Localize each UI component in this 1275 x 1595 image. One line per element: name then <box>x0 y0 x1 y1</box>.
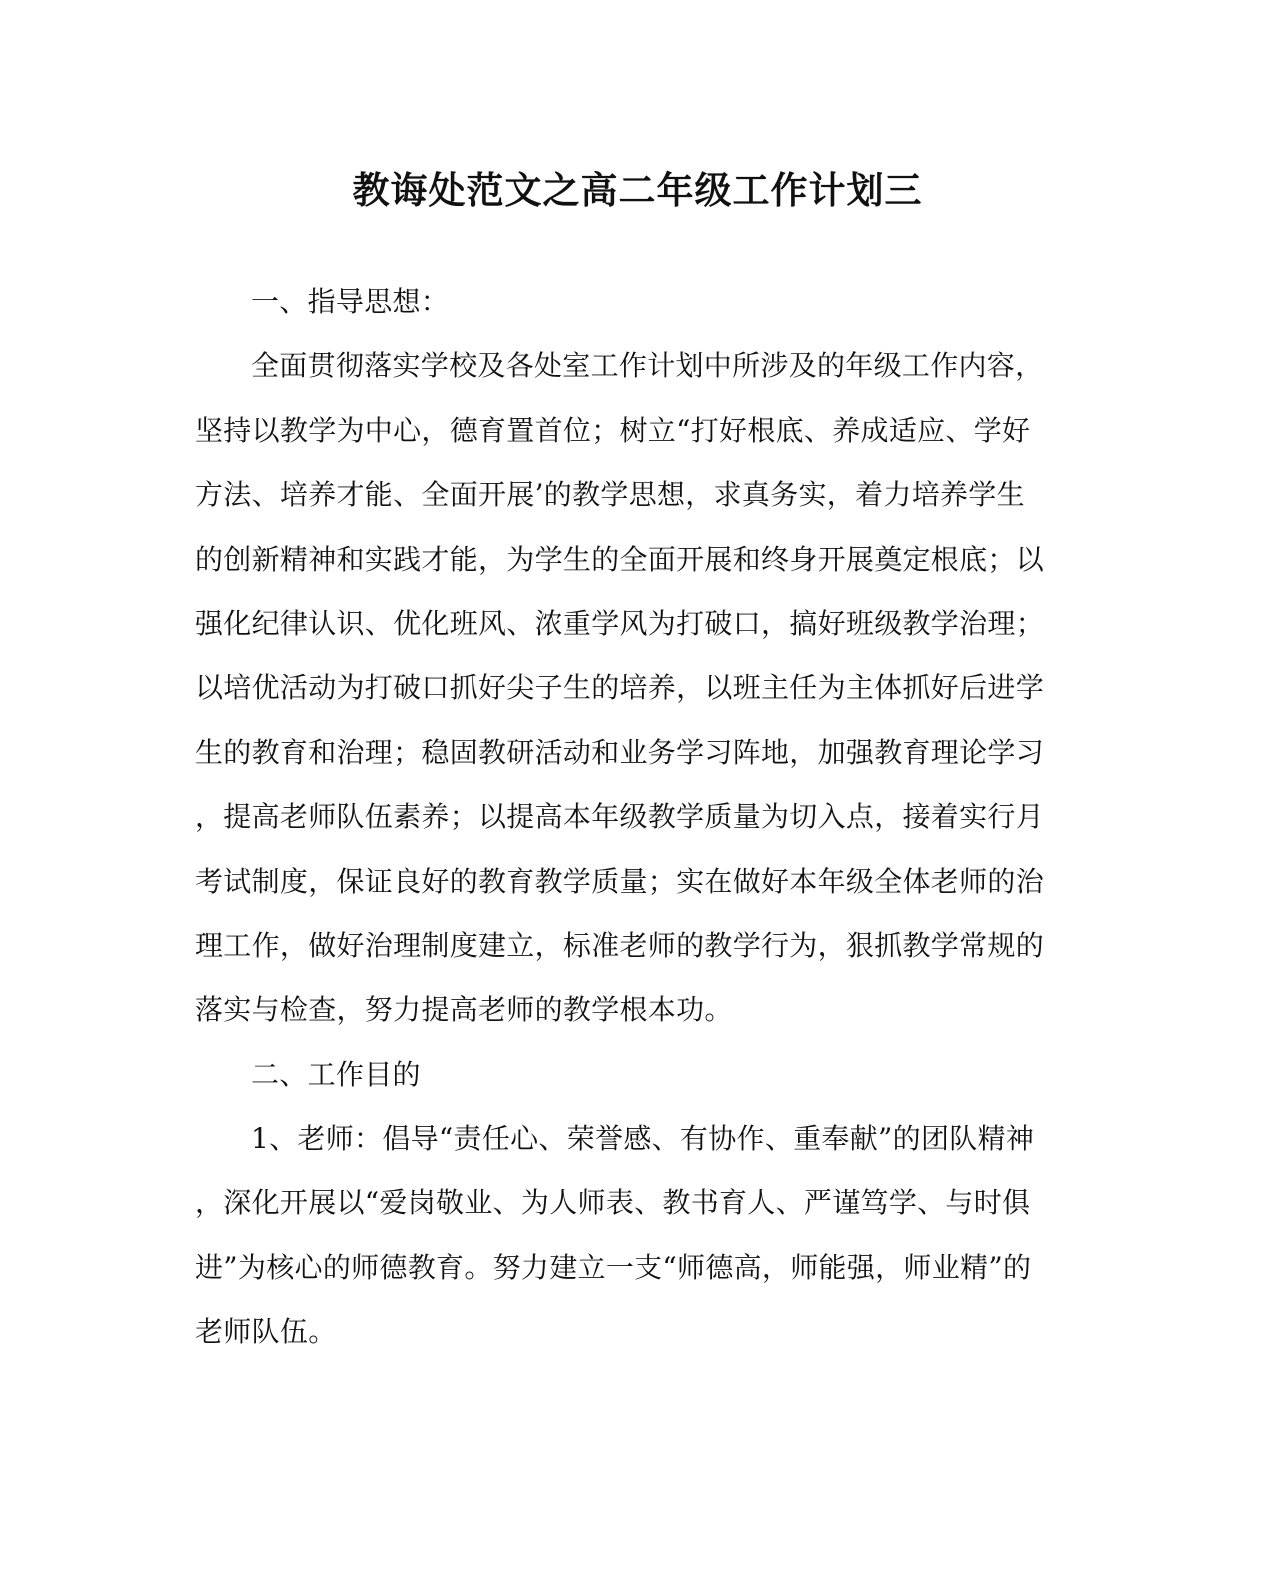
paragraph-line: 全面贯彻落实学校及各处室工作计划中所涉及的年级工作内容， <box>251 349 1044 383</box>
section-heading-work-goals: 二、工作目的 <box>251 1057 421 1091</box>
paragraph-line: 的创新精神和实践才能，为学生的全面开展和终身开展奠定根底；以 <box>195 542 1045 576</box>
paragraph-line: 坚持以教学为中心，德育置首位；树立“打好根底、养成适应、学好 <box>195 413 1031 447</box>
paragraph-line: 老师队伍。 <box>195 1315 337 1349</box>
paragraph-line: ，深化开展以“爱岗敬业、为人师表、教书育人、严谨笃学、与时俱 <box>195 1186 1031 1220</box>
paragraph-line: 以培优活动为打破口抓好尖子生的培养，以班主任为主体抓好后进学 <box>195 671 1045 705</box>
document-title: 教诲处范文之高二年级工作计划三 <box>352 168 923 212</box>
paragraph-line: 理工作，做好治理制度建立，标准老师的教学行为，狠抓教学常规的 <box>195 928 1045 962</box>
section-heading-guiding-ideology: 一、指导思想： <box>251 285 450 318</box>
paragraph-line: 生的教育和治理；稳固教研活动和业务学习阵地，加强教育理论学习 <box>195 735 1045 769</box>
paragraph-line: 1、老师：倡导“责任心、荣誉感、有协作、重奉献”的团队精神 <box>251 1122 1035 1156</box>
paragraph-line: 考试制度，保证良好的教育教学质量；实在做好本年级全体老师的治 <box>195 864 1045 898</box>
paragraph-line: ，提高老师队伍素养；以提高本年级教学质量为切入点，接着实行月 <box>195 800 1045 834</box>
paragraph-line: 落实与检查，努力提高老师的教学根本功。 <box>195 993 733 1027</box>
document-body <box>195 270 1055 1365</box>
paragraph-line: 强化纪律认识、优化班风、浓重学风为打破口，搞好班级教学治理； <box>195 606 1045 640</box>
paragraph-line: 方法、培养才能、全面开展’的教学思想，求真务实，着力培养学生 <box>195 478 1025 512</box>
paragraph-line: 进”为核心的师德教育。努力建立一支“师德高，师能强，师业精”的 <box>195 1250 1032 1284</box>
